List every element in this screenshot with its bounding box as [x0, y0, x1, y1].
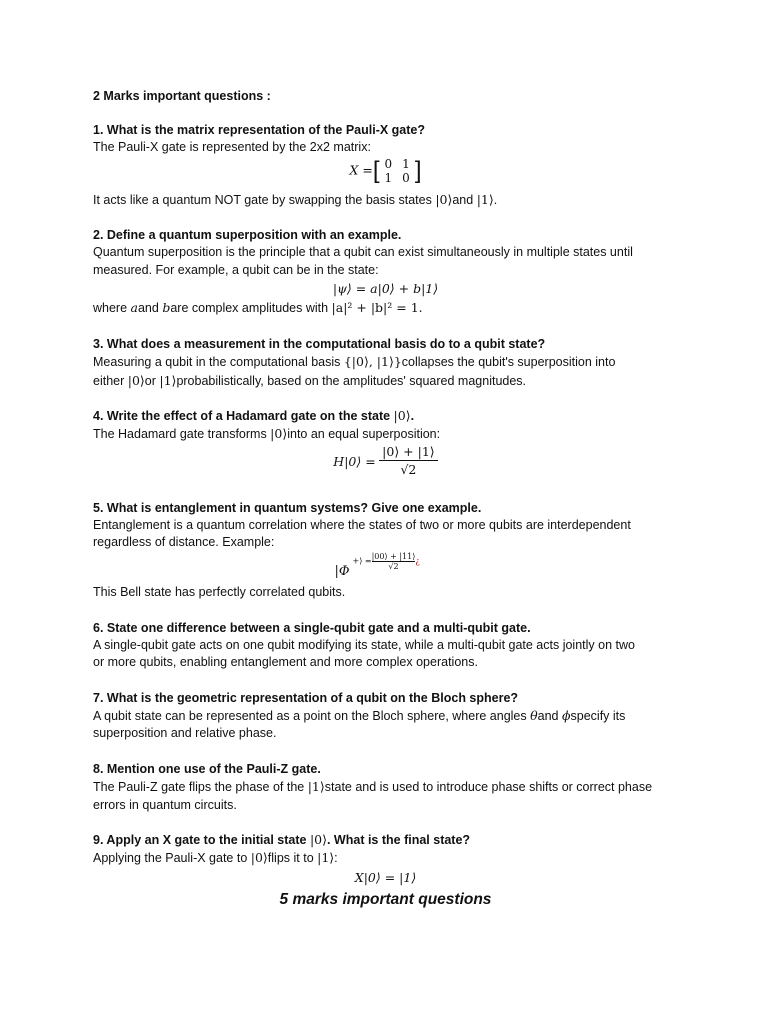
bell-numerator: |00⟩ + |11⟩ [371, 551, 416, 561]
bell-tail: ¿ [415, 556, 420, 566]
question-1 [93, 121, 678, 209]
text-span: 4. Write the effect of a Hadamard gate on the state [93, 409, 394, 424]
question-title: 2. Define a quantum superposition with an example. [93, 228, 402, 243]
text-span: . [493, 192, 498, 207]
answer-text: errors in quantum circuits. [93, 797, 237, 812]
bell-state [335, 552, 445, 584]
text-span: collapses the qubit's superposition into [401, 354, 616, 369]
ket-0: |0⟩ [393, 408, 411, 424]
ket-1: |1⟩ [159, 372, 177, 388]
question-6 [93, 619, 678, 672]
answer-text: This Bell state has perfectly correlated qubits. [93, 584, 346, 599]
bell-superscript [353, 552, 420, 571]
ket-1: |1⟩ [307, 778, 325, 794]
question-title: 6. State one difference between a single-qubit gate and a multi-qubit gate. [93, 620, 531, 635]
question-2 [93, 226, 678, 318]
text-span: A qubit state can be represented as a point on the Bloch sphere, where angles [93, 708, 531, 723]
matrix-cell: 1 [384, 170, 393, 185]
ket-0: |0⟩ [270, 426, 288, 442]
answer-text [93, 707, 678, 726]
bell-denominator: √2 [388, 561, 399, 571]
text-span: The Hadamard gate transforms [93, 427, 271, 442]
answer-text [93, 849, 678, 868]
question-title: 8. Mention one use of the Pauli-Z gate. [93, 761, 321, 776]
text-span: flips it to [267, 851, 318, 866]
text-span: 9. Apply an X gate to the initial state [93, 833, 310, 848]
question-title [93, 407, 678, 425]
x-gate-equation: X|0⟩ = |1⟩ [354, 869, 417, 885]
bell-fraction [372, 552, 416, 571]
equation-left: H|0⟩ = [333, 453, 376, 469]
text-span: : [334, 851, 338, 866]
normalization: |a|² + |b|² = 1. [331, 300, 423, 316]
question-9 [93, 831, 678, 888]
answer-text [93, 425, 678, 444]
ket-1: |1⟩ [476, 191, 494, 207]
answer-text: regardless of distance. Example: [93, 535, 275, 550]
answer-text: A single-qubit gate acts on one qubit modifying its state, while a multi-qubit gate acts jointly on two [93, 637, 635, 652]
text-span: either [93, 373, 128, 388]
text-span: or [144, 373, 160, 388]
question-8 [93, 760, 678, 814]
ket-0: |0⟩ [127, 372, 145, 388]
answer-text: or more qubits, enabling entanglement and more complex operations. [93, 655, 478, 670]
question-title: 3. What does a measurement in the computational basis do to a qubit state? [93, 336, 546, 351]
answer-text: superposition and relative phase. [93, 726, 277, 741]
text-span: specify its [570, 708, 626, 723]
ket-0: |0⟩ [250, 850, 268, 866]
text-span: The Pauli-Z gate flips the phase of the [93, 779, 308, 794]
matrix-cell: 0 [402, 170, 410, 185]
matrix-equation [93, 157, 678, 191]
basis-set: {|0⟩, |1⟩} [343, 353, 402, 369]
answer-text [93, 299, 678, 318]
text-span: . [410, 409, 415, 424]
question-title: 1. What is the matrix representation of the Pauli-X gate? [93, 123, 426, 137]
ket-1: |1⟩ [317, 850, 335, 866]
text-span: . What is the final state? [326, 833, 471, 848]
theta: θ [530, 707, 538, 723]
phi: ϕ [561, 707, 571, 723]
pauli-x-matrix [380, 157, 415, 185]
question-title: 5. What is entanglement in quantum systems? Give one example. [93, 500, 482, 515]
matrix-cell: 0 [384, 156, 393, 171]
text-span: are complex amplitudes with [170, 301, 332, 316]
section-heading: 2 Marks important questions : [93, 89, 271, 103]
hadamard-equation [93, 444, 678, 482]
text-span: +⟩ = [352, 556, 372, 566]
question-7 [93, 689, 678, 743]
bracket-right: ] [414, 156, 422, 184]
text-span: into an equal superposition: [287, 427, 441, 442]
fraction-denominator: √2 [400, 461, 417, 477]
ket-0: |0⟩ [309, 832, 327, 848]
answer-text [93, 191, 678, 210]
superposition-equation: |ψ⟩ = a|0⟩ + b|1⟩ [332, 281, 439, 297]
text-span: Applying the Pauli-X gate to [93, 851, 251, 866]
answer-text [93, 353, 678, 372]
text-span: and [452, 192, 477, 207]
question-5 [93, 499, 678, 602]
ket-0: |0⟩ [435, 191, 453, 207]
document-content [93, 87, 678, 910]
bell-state-equation [93, 552, 678, 584]
bracket-left: [ [372, 156, 380, 184]
text-span: where [93, 301, 131, 316]
answer-text: measured. For example, a qubit can be in the state: [93, 262, 379, 277]
answer-text [93, 372, 678, 391]
fraction-numerator: |0⟩ + |1⟩ [379, 444, 438, 461]
answer-text: Quantum superposition is the principle that a qubit can exist simultaneously in multiple states until [93, 245, 633, 260]
text-span: and [537, 708, 562, 723]
var-b: b [162, 300, 171, 316]
var-a: a [130, 300, 138, 316]
text-span: Measuring a qubit in the computational basis [93, 354, 344, 369]
bell-phi: |Φ [334, 563, 350, 579]
question-4 [93, 407, 678, 482]
answer-text: Entanglement is a quantum correlation where the states of two or more qubits are interdependent [93, 517, 631, 532]
fraction [379, 444, 438, 479]
text-span: It acts like a quantum NOT gate by swapping the basis states [93, 192, 436, 207]
text-span: probabilistically, based on the amplitudes' squared magnitudes. [176, 373, 527, 388]
answer-text: The Pauli-X gate is represented by the 2x2 matrix: [93, 140, 371, 154]
text-span: state and is used to introduce phase shifts or correct phase [324, 779, 653, 794]
matrix-label: X = [349, 161, 373, 177]
section-heading-5-marks: 5 marks important questions [279, 890, 492, 908]
question-3 [93, 335, 678, 390]
answer-text [93, 778, 678, 797]
text-span: and [137, 301, 163, 316]
question-title [93, 831, 678, 849]
question-title: 7. What is the geometric representation of a qubit on the Bloch sphere? [93, 690, 519, 705]
matrix-cell: 1 [402, 156, 410, 171]
